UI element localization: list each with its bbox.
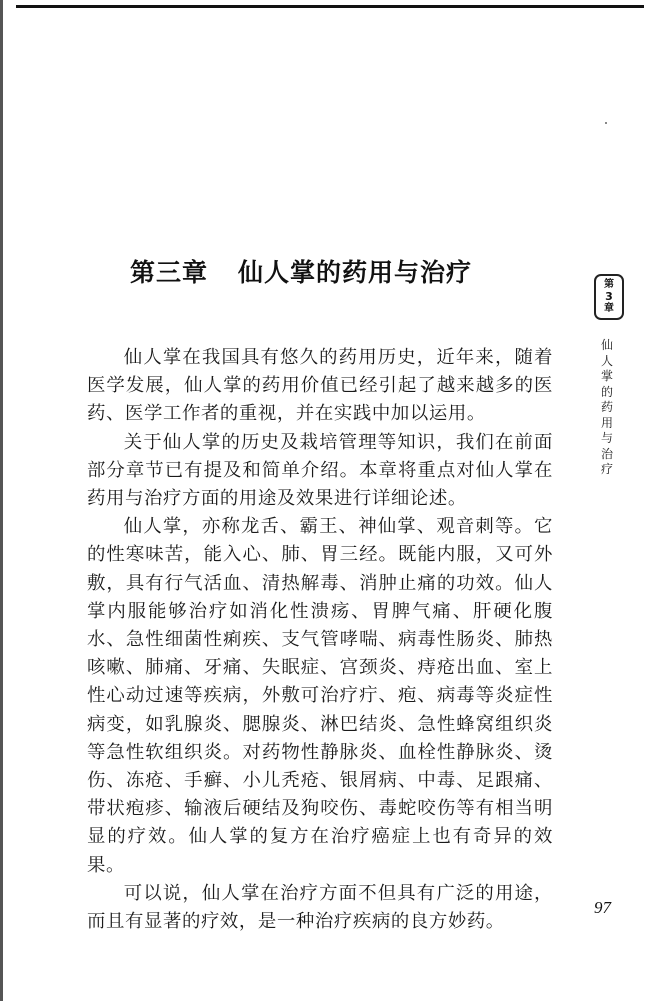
chapter-body xyxy=(87,344,553,936)
chapter-title: 仙人掌的药用与治疗 xyxy=(238,258,473,287)
side-tab-top: 第 xyxy=(604,279,614,290)
side-tab-bottom: 章 xyxy=(604,303,614,314)
chapter-label: 第三章 xyxy=(130,258,209,287)
header-rule xyxy=(16,5,644,8)
paragraph-4: 可以说，仙人掌在治疗方面不但具有广泛的用途，而且有显著的疗效，是一种治疗疾病的良方妙药。 xyxy=(87,882,553,933)
side-tab-number: 3 xyxy=(605,290,613,303)
chapter-heading xyxy=(130,253,472,289)
page-number: 97 xyxy=(594,898,611,917)
paragraph-3: 仙人掌，亦称龙舌、霸王、神仙掌、观音刺等。它的性寒味苦，能入心、肺、胃三经。既能内服，又可外敷，具有行气活血、清热解毒、消肿止痛的功效。仙人掌内服能够治疗如消化性溃疡、胃脾气痛、肝硬化腹水、急性细菌性痢疾、支气管哮喘、病毒性肠炎、肺热咳嗽、肺痛、牙痛、失眠症、宫颈炎、痔疮出血、室上性心动过速等疾病，外敷可治疗疔、疱、病毒等炎症性病变，如乳腺炎、腮腺炎、淋巴结炎、急性蜂窝组织炎等急性软组织炎。对药物性静脉炎、血栓性静脉炎、烫伤、冻疮、手癣、小儿秃疮、银屑病、中毒、足跟痛、带状疱疹、输液后硬结及狗咬伤、毒蛇咬伤等有相当明显的疗效。仙人掌的复方在治疗癌症上也有奇异的效果。 xyxy=(87,516,553,876)
side-vertical-title: 仙人掌的药用与治疗 xyxy=(600,338,613,476)
scan-speck xyxy=(605,122,607,124)
chapter-side-tab xyxy=(594,274,624,320)
scan-left-edge xyxy=(0,0,3,1001)
paragraph-1: 仙人掌在我国具有悠久的药用历史，近年来，随着医学发展，仙人掌的药用价值已经引起了越来越多的医药、医学工作者的重视，并在实践中加以运用。 xyxy=(87,347,553,425)
paragraph-2: 关于仙人掌的历史及栽培管理等知识，我们在前面部分章节已有提及和简单介绍。本章将重点对仙人掌在药用与治疗方面的用途及效果进行详细论述。 xyxy=(87,431,553,510)
